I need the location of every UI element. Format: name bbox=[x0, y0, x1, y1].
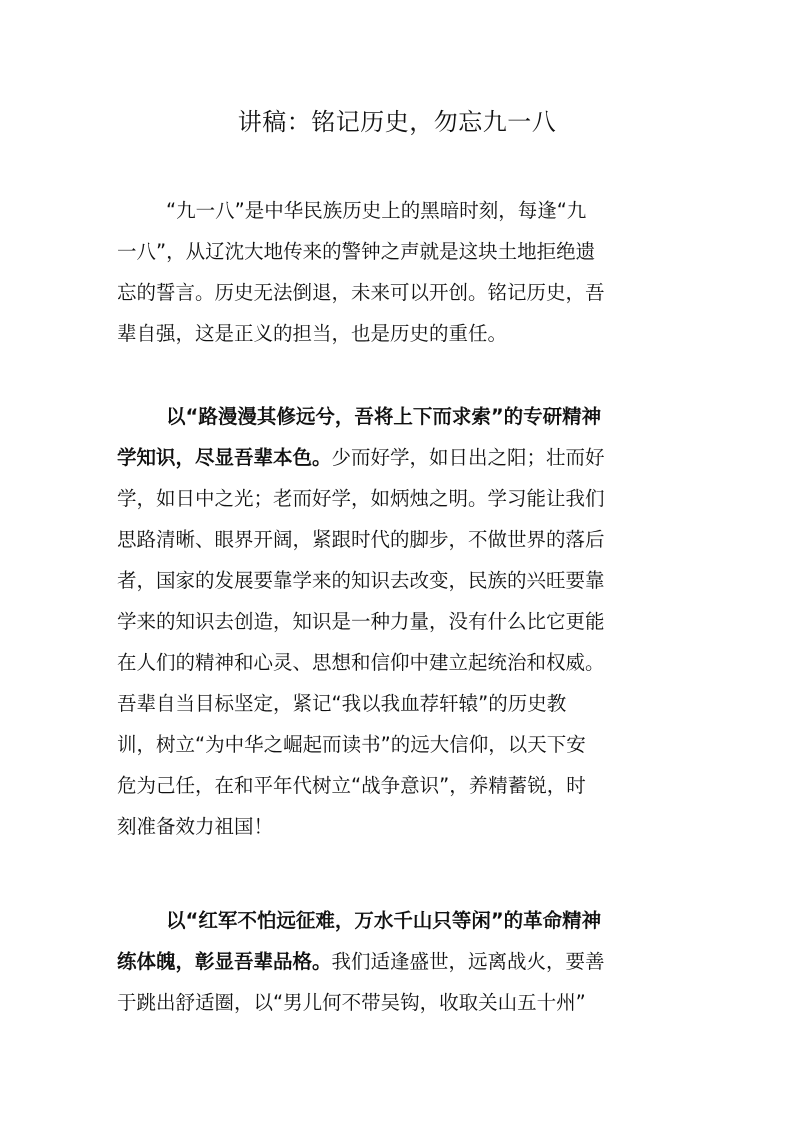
paragraph-3 bbox=[117, 900, 677, 1023]
paragraph-1 bbox=[117, 190, 677, 354]
paragraph-3-line bbox=[117, 941, 677, 982]
paragraph-2-line: 思路清晰、眼界开阔，紧跟时代的脚步，不做世界的落后 bbox=[117, 528, 605, 551]
paragraph-2-line: 在人们的精神和心灵、思想和信仰中建立起统治和权威。 bbox=[117, 651, 605, 674]
paragraph-2-heading-end: 学知识，尽显吾辈本色。 bbox=[117, 446, 332, 469]
paragraph-2 bbox=[117, 396, 677, 847]
paragraph-3-text: 我们适逢盛世，远离战火，要善 bbox=[331, 950, 605, 973]
paragraph-2-line: 危为己任，在和平年代树立“战争意识”，养精蓄锐，时 bbox=[117, 774, 586, 797]
paragraph-3-line: 于跳出舒适圈，以“男儿何不带吴钩，收取关山五十州” bbox=[117, 991, 586, 1014]
paragraph-2-text: 少而好学，如日出之阳；壮而好 bbox=[331, 446, 605, 469]
paragraph-2-line bbox=[117, 437, 677, 478]
paragraph-3-heading-end: 练体魄，彰显吾辈品格。 bbox=[117, 950, 332, 973]
paragraph-2-heading-line: 以“路漫漫其修远兮，吾将上下而求索”的专研精神 bbox=[166, 405, 602, 428]
document-title: 讲稿：铭记历史，勿忘九一八 bbox=[237, 108, 557, 136]
paragraph-1-line: 一八”，从辽沈大地传来的警钟之声就是这块土地拒绝遗 bbox=[117, 240, 596, 263]
paragraph-1-line: “九一八”是中华民族历史上的黑暗时刻，每逢“九 bbox=[166, 199, 587, 222]
paragraph-3-heading-line: 以“红军不怕远征难，万水千山只等闲”的革命精神 bbox=[166, 909, 602, 932]
paragraph-2-line: 训，树立“为中华之崛起而读书”的远大信仰，以天下安 bbox=[117, 733, 586, 756]
paragraph-2-line: 吾辈自当目标坚定，紧记“我以我血荐轩辕”的历史教 bbox=[117, 692, 567, 715]
paragraph-1-line: 忘的誓言。历史无法倒退，未来可以开创。铭记历史，吾 bbox=[117, 281, 605, 304]
paragraph-2-line: 者，国家的发展要靠学来的知识去改变，民族的兴旺要靠 bbox=[117, 569, 605, 592]
paragraph-2-line: 刻准备效力祖国！ bbox=[117, 815, 274, 838]
paragraph-2-line: 学来的知识去创造，知识是一种力量，没有什么比它更能 bbox=[117, 610, 605, 633]
paragraph-2-line: 学，如日中之光；老而好学，如炳烛之明。学习能让我们 bbox=[117, 487, 605, 510]
paragraph-1-line: 辈自强，这是正义的担当，也是历史的重任。 bbox=[117, 322, 508, 345]
